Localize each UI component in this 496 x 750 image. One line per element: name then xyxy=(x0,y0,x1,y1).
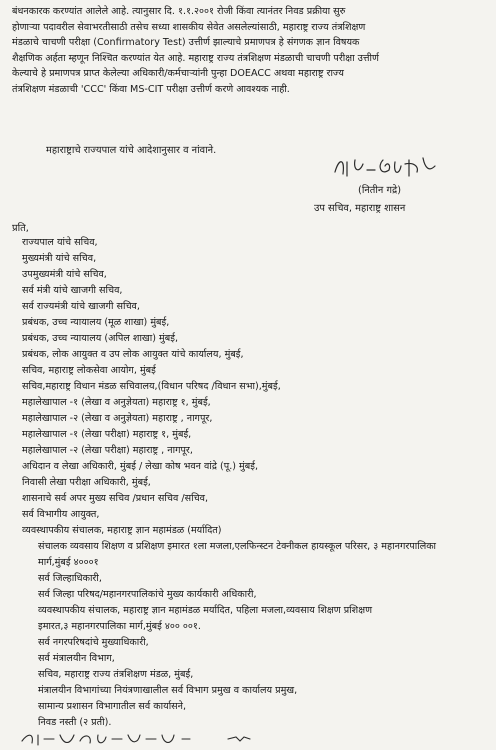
list-item: शासनाचे सर्व अपर मुख्य सचिव /प्रधान सचिव /सचिव, xyxy=(22,493,209,504)
closing-line: महाराष्ट्राचे राज्यपाल यांचे आदेशानुसार व नांवाने. xyxy=(46,145,217,156)
list-item: सर्व मंत्री यांचे खाजगी सचिव, xyxy=(22,285,123,296)
paragraph-line: तंत्रशिक्षण मंडळाची 'CCC' किंवा MS-CIT परीक्षा उत्तीर्ण करणे आवश्यक नाही. xyxy=(12,83,290,95)
signatory-designation: उप सचिव, महाराष्ट्र शासन xyxy=(314,203,406,214)
list-item: सर्व जिल्हाधिकारी, xyxy=(38,573,102,584)
paragraph-line: शैक्षणिक अर्हता म्हणून निश्चित करण्यांत येत आहे. महाराष्ट्र राज्य तंत्रशिक्षण मंडळाची चाचणी परीक्षा उत्तीर्ण xyxy=(12,52,379,64)
list-item: सर्व नगरपरिषदांचे मुख्याधिकारी, xyxy=(38,637,149,648)
list-item: राज्यपाल यांचे सचिव, xyxy=(22,237,98,248)
list-item: प्रबंधक, लोक आयुक्त व उप लोक आयुक्त यांचे कार्यालय, मुंबई, xyxy=(22,349,244,360)
opening-paragraph xyxy=(12,4,490,98)
signatory-name: (नितीन गद्रे) xyxy=(358,185,402,196)
paragraph-line: केल्याचे हे प्रमाणपत्र प्राप्त केलेल्या अधिकारी/कर्मचाऱ्यांनी पुन्हा DOEACC अथवा महाराष्ट्र राज्य xyxy=(12,68,344,80)
list-item: संचालक व्यवसाय शिक्षण व प्रशिक्षण इमारत १ला मजला,एलफिन्स्टन टेक्नीकल हायस्कूल परिसर, ३ महानगरपालिका xyxy=(38,541,437,552)
list-item: सचिव,महाराष्ट्र विधान मंडळ सचिवालय,(विधान परिषद /विधान सभा),मुंबई, xyxy=(22,381,281,392)
list-item: उपमुख्यमंत्री यांचे सचिव, xyxy=(22,269,107,280)
handwritten-signature xyxy=(325,150,445,186)
list-item: सर्व जिल्हा परिषद/महानगरपालिकांचे मुख्य कार्यकारी अधिकारी, xyxy=(38,589,257,600)
list-item: अधिदान व लेखा अधिकारी, मुंबई / लेखा कोष भवन वांद्रे (पू.) मुंबई, xyxy=(22,461,259,472)
list-item: महालेखापाल -२ (लेखा परीक्षा) महाराष्ट्र , नागपूर, xyxy=(22,445,193,456)
list-item: व्यवस्थापकीय संचालक, महाराष्ट्र ज्ञान महामंडळ (मर्यादित) xyxy=(22,525,222,536)
paragraph-line: बंधनकारक करण्यांत आलेले आहे. त्यानुसार दि. १.१.२००१ रोजी किंवा त्यानंतर निवड प्रक्रीया सुरु xyxy=(12,6,346,17)
list-item: मार्ग,मुंबई ४०००१ xyxy=(38,557,99,568)
list-item: सर्व राज्यमंत्री यांचे खाजगी सचिव, xyxy=(22,301,140,312)
list-item: प्रबंधक, उच्च न्यायालय (मूळ शाखा) मुंबई, xyxy=(22,317,170,328)
list-item: महालेखापाल -१ (लेखा व अनुज्ञेयता) महाराष्ट्र १, मुंबई, xyxy=(22,397,211,408)
list-item: इमारत,३ महानगरपालिका मार्ग,मुंबई ४०० ००१. xyxy=(38,621,201,632)
list-item: महालेखापाल -२ (लेखा व अनुज्ञेयता) महाराष्ट्र , नागपूर, xyxy=(22,413,213,424)
list-item: सचिव, महाराष्ट्र लोकसेवा आयोग, मुंबई xyxy=(22,365,156,376)
list-item: निवासी लेखा परीक्षा अधिकारी, मुंबई, xyxy=(22,477,151,488)
list-item: प्रबंधक, उच्च न्यायालय (अपिल शाखा) मुंबई, xyxy=(22,333,179,344)
list-item: सर्व विभागीय आयुक्त, xyxy=(22,509,100,520)
list-item: मुख्यमंत्री यांचे सचिव, xyxy=(22,253,97,264)
list-item: मंत्रालयीन विभागांच्या नियंत्रणाखालील सर्व विभाग प्रमुख व कार्यालय प्रमुख, xyxy=(38,685,298,696)
list-item: सचिव, महाराष्ट्र राज्य तंत्रशिक्षण मंडळ, मुंबई, xyxy=(38,669,194,680)
paragraph-line: होणाऱ्या पदावरील सेवाभरतीसाठी तसेच सध्या शासकीय सेवेत असलेल्यांसाठी, महाराष्ट्र राज्य तंत्रशिक्षण xyxy=(12,21,366,33)
list-item: सर्व मंत्रालयीन विभाग, xyxy=(38,653,115,664)
paragraph-line: मंडळाचे चाचणी परीक्षा (Confirmatory Test) उत्तीर्ण झाल्याचे प्रमाणपत्र हे संगणक ज्ञान विषयक xyxy=(12,37,360,49)
handwritten-reference-note xyxy=(18,727,318,749)
list-item: व्यवस्थापकीय संचालक, महाराष्ट्र ज्ञान महामंडळ मर्यादित, पहिला मजला,व्यवसाय शिक्षण प्रशिक्षण xyxy=(38,605,373,616)
recipients-heading: प्रति, xyxy=(12,223,29,234)
list-item: सामान्य प्रशासन विभागातील सर्व कार्यासने, xyxy=(38,701,187,712)
list-item: निवड नस्ती (२ प्रती). xyxy=(38,717,112,728)
list-item: महालेखापाल -१ (लेखा परीक्षा) महाराष्ट्र १, मुंबई, xyxy=(22,429,192,440)
